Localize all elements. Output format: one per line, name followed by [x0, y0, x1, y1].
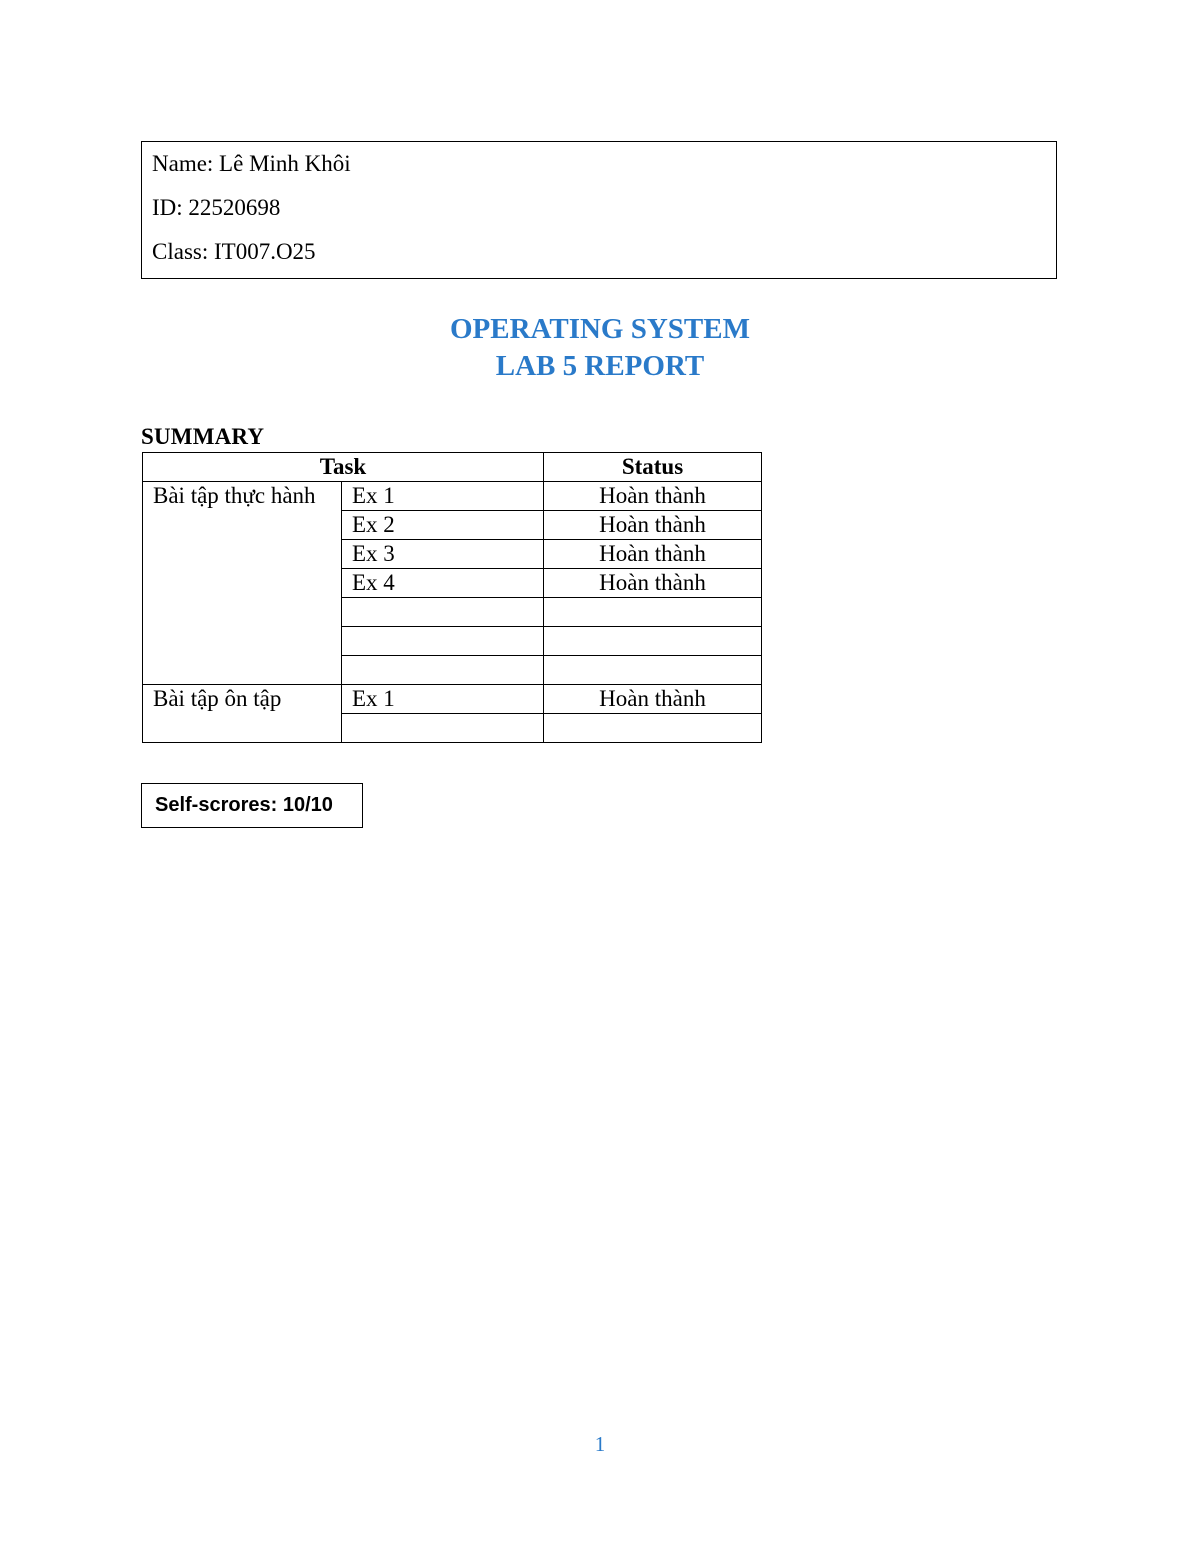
status-cell: Hoàn thành [544, 540, 762, 569]
status-column-header: Status [544, 453, 762, 482]
task-cell [342, 627, 544, 656]
task-cell: Ex 4 [342, 569, 544, 598]
summary-table [142, 452, 762, 743]
status-cell [544, 598, 762, 627]
status-cell: Hoàn thành [544, 482, 762, 511]
student-class: Class: IT007.O25 [152, 239, 316, 264]
student-name: Name: Lê Minh Khôi [152, 151, 351, 176]
task-column-header: Task [143, 453, 544, 482]
group-label-practice: Bài tập thực hành [143, 482, 342, 685]
task-cell: Ex 2 [342, 511, 544, 540]
document-subtitle: LAB 5 REPORT [495, 350, 705, 382]
status-cell [544, 627, 762, 656]
status-cell [544, 656, 762, 685]
page-number: 1 [594, 1432, 606, 1456]
table-row [143, 685, 762, 714]
status-cell [544, 714, 762, 743]
status-cell: Hoàn thành [544, 569, 762, 598]
status-cell: Hoàn thành [544, 511, 762, 540]
table-row [143, 482, 762, 511]
task-cell: Ex 1 [342, 685, 544, 714]
task-cell [342, 714, 544, 743]
group-label-review: Bài tập ôn tập [143, 685, 342, 743]
task-cell: Ex 1 [342, 482, 544, 511]
table-header-row [143, 453, 762, 482]
task-cell [342, 598, 544, 627]
document-title: OPERATING SYSTEM [450, 313, 750, 345]
status-cell: Hoàn thành [544, 685, 762, 714]
task-cell [342, 656, 544, 685]
student-info-box [141, 141, 1057, 279]
task-cell: Ex 3 [342, 540, 544, 569]
student-id: ID: 22520698 [152, 195, 281, 220]
self-score-box: Self-scrores: 10/10 [141, 783, 363, 828]
summary-heading: SUMMARY [141, 424, 265, 449]
